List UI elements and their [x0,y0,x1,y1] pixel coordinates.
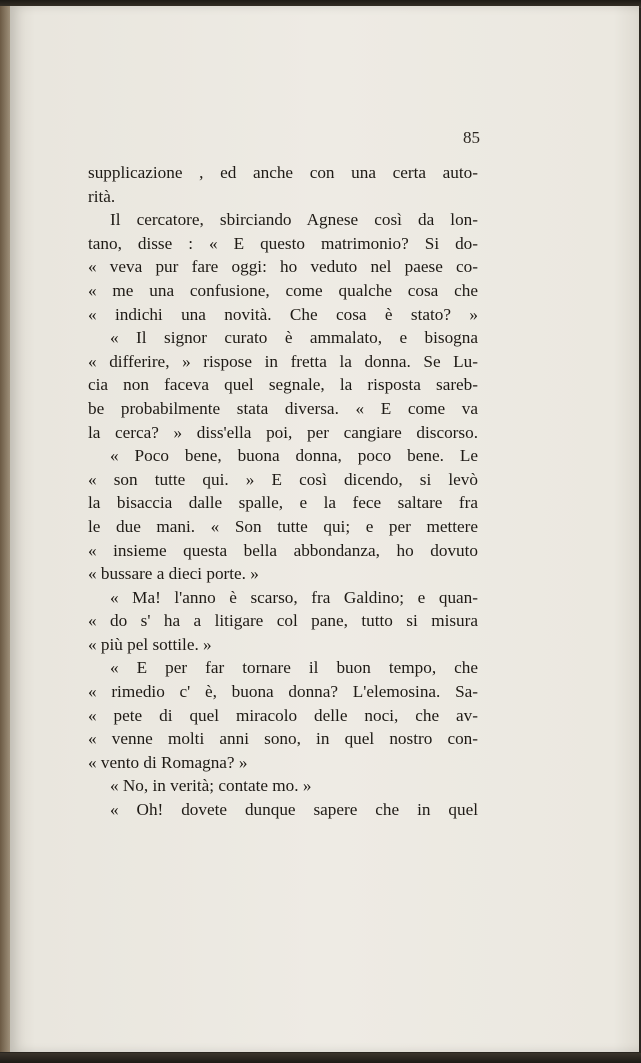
text-line: tano, disse : « E questo matrimonio? Si do- [88,233,478,253]
text-line: supplicazione , ed anche con una certa auto- [88,163,478,182]
text-line: « me una confusione, come qualche cosa che [88,280,478,300]
text-line: « veva pur fare oggi: ho veduto nel paese co- [88,257,478,277]
text-line: « son tutte qui. » E così dicendo, si levò [88,469,478,489]
text-line: « differire, » rispose in fretta la donna. Se Lu- [88,351,478,371]
text-line: « Ma! l'anno è scarso, fra Galdino; e quan- [110,587,478,607]
text-line: « E per far tornare il buon tempo, che [110,658,478,678]
text-line: le due mani. « Son tutte qui; e per mettere [88,516,478,536]
text-line: « Il signor curato è ammalato, e bisogna [110,328,478,348]
body-text [88,161,478,822]
text-line: be probabilmente stata diversa. « E come va [88,398,478,418]
binding-bottom [0,1053,641,1063]
text-line: « Poco bene, buona donna, poco bene. Le [110,446,478,466]
text-line: « rimedio c' è, buona donna? L'elemosina. Sa- [88,682,478,702]
text-line: « do s' ha a litigare col pane, tutto si misura [88,611,478,631]
text-line: rità. [88,186,116,206]
text-line: « venne molti anni sono, in quel nostro con- [88,729,478,749]
text-line: Il cercatore, sbirciando Agnese così da lon- [110,210,478,230]
text-line: la cerca? » diss'ella poi, per cangiare discorso. [88,422,478,442]
text-line: « vento di Romagna? » [88,752,248,772]
text-line: cia non faceva quel segnale, la risposta sareb- [88,375,478,395]
text-line: « No, in verità; contate mo. » [110,776,312,796]
text-line: la bisaccia dalle spalle, e la fece saltare fra [88,493,478,513]
page-number: 85 [463,128,480,147]
text-line: « più pel sottile. » [88,634,212,654]
text-line: « pete di quel miracolo delle noci, che av- [88,705,478,725]
text-line: « insieme questa bella abbondanza, ho dovuto [88,540,478,560]
text-line: « Oh! dovete dunque sapere che in quel [110,800,478,820]
text-line: « bussare a dieci porte. » [88,564,259,584]
text-line: « indichi una novità. Che cosa è stato? » [88,304,478,324]
